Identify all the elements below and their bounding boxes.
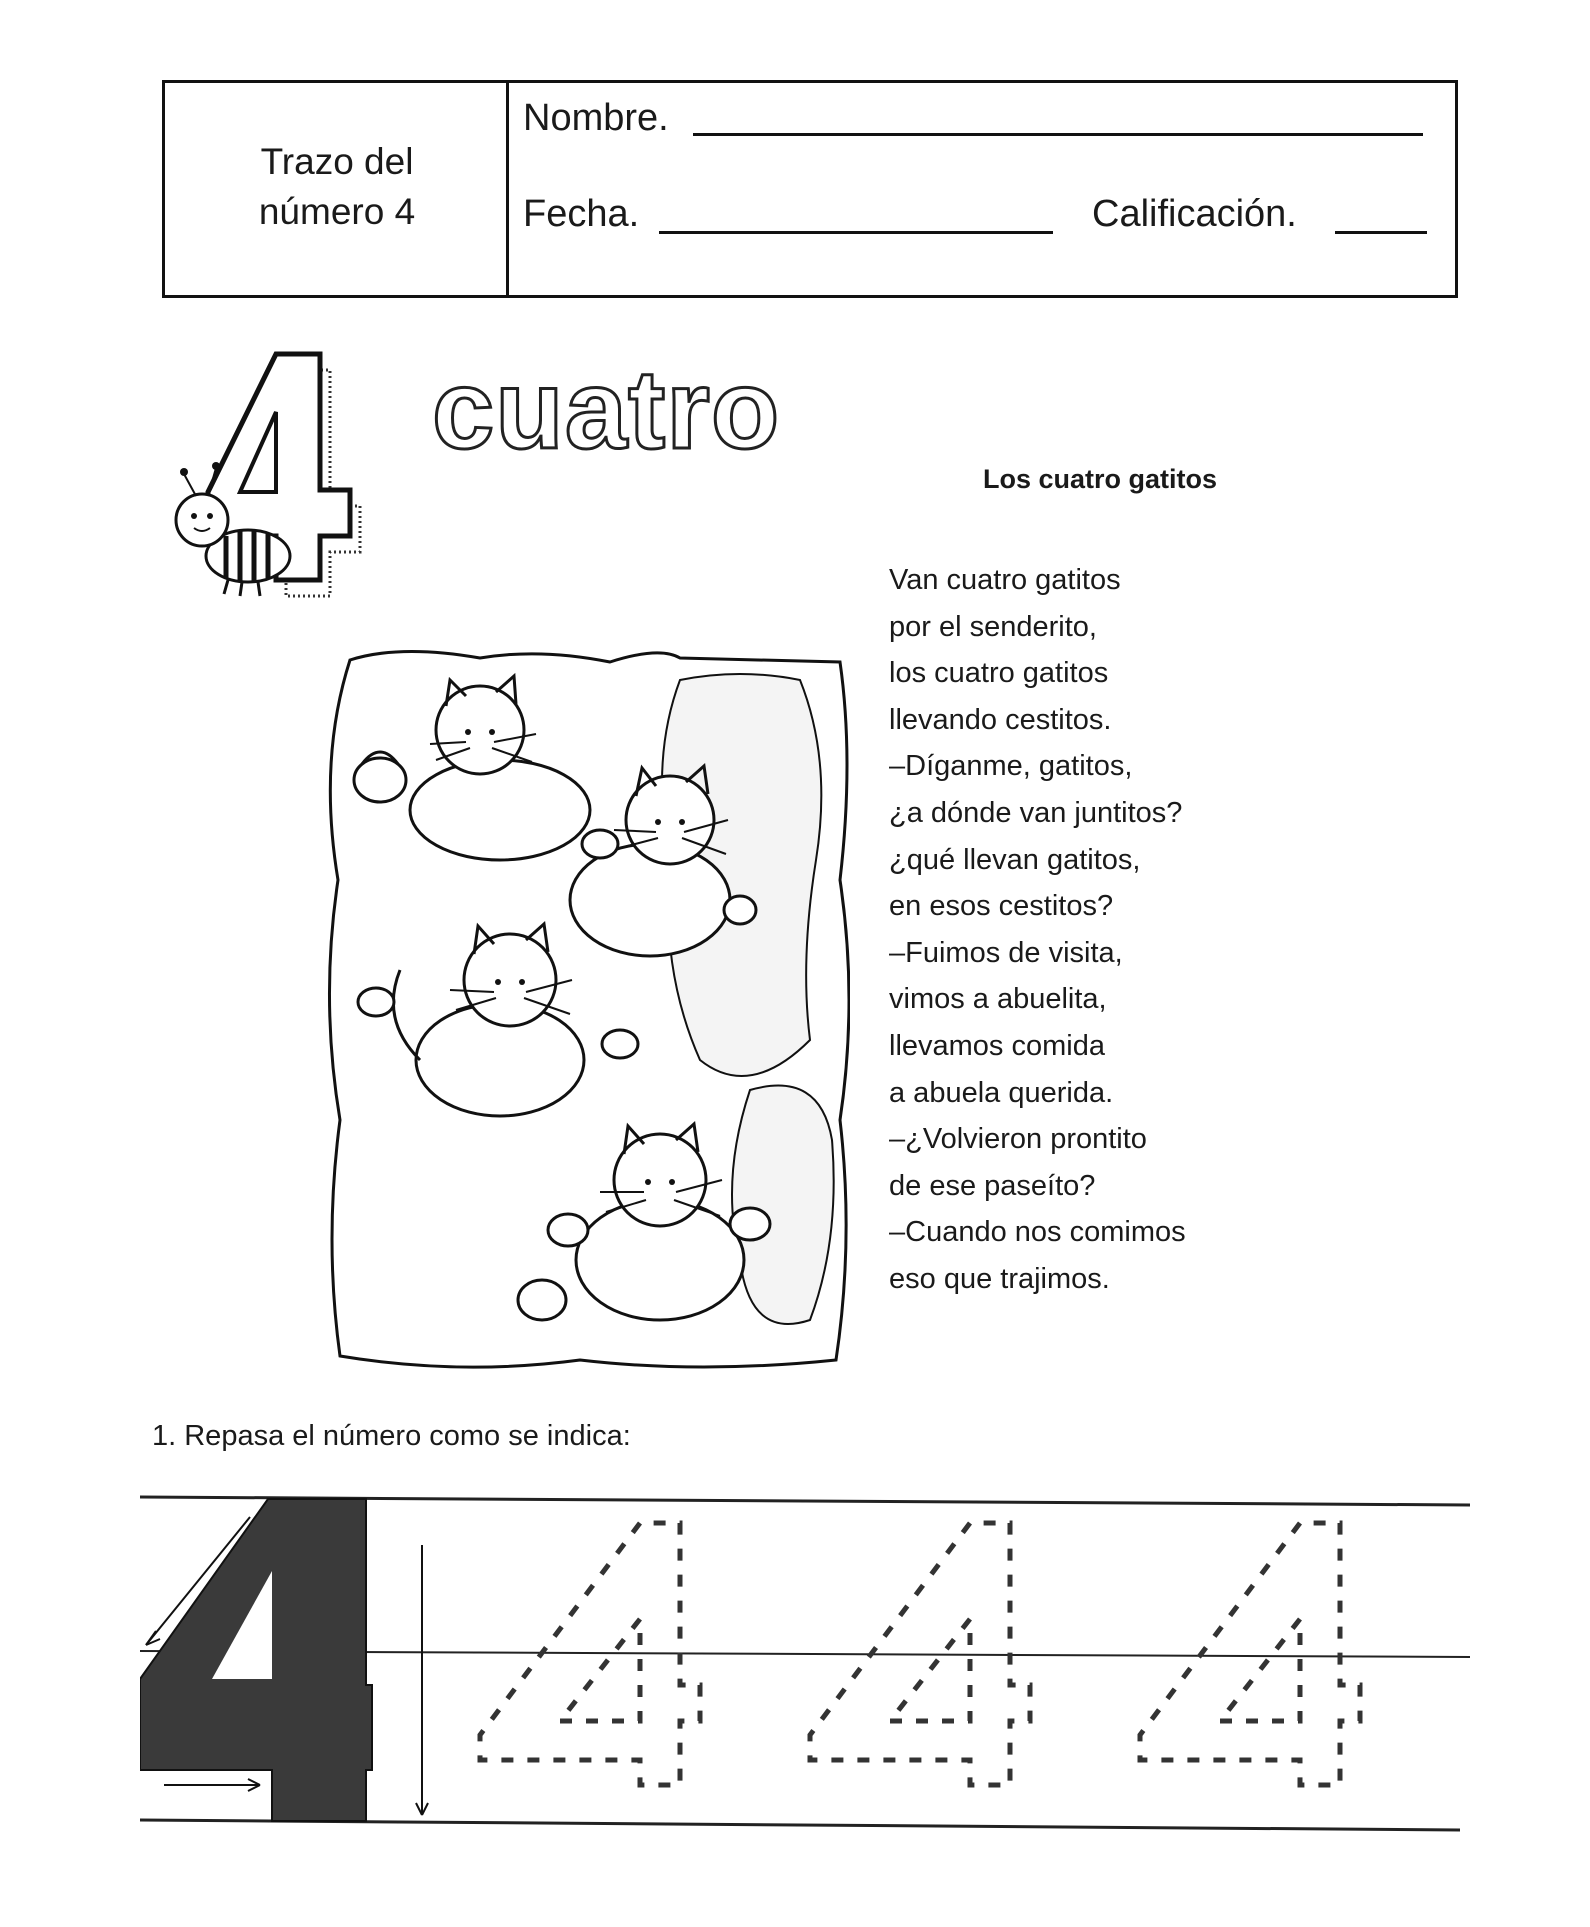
name-field[interactable] bbox=[693, 133, 1423, 136]
date-label: Fecha. bbox=[523, 193, 640, 235]
poem-line: llevando cestitos. bbox=[889, 703, 1112, 736]
poem-line: por el senderito, bbox=[889, 610, 1097, 643]
four-kittens-illustration bbox=[280, 640, 850, 1380]
poem-text bbox=[889, 557, 1186, 1303]
poem-line: –Fuimos de visita, bbox=[889, 936, 1123, 969]
poem-line: –Díganme, gatitos, bbox=[889, 750, 1133, 783]
model-numeral-four bbox=[140, 1499, 372, 1821]
poem-line: ¿a dónde van juntitos? bbox=[889, 796, 1183, 829]
tracing-four[interactable] bbox=[1140, 1523, 1360, 1785]
number-word: cuatro bbox=[432, 347, 781, 472]
exercise-instruction: 1. Repasa el número como se indica: bbox=[152, 1420, 631, 1452]
worksheet-title bbox=[165, 137, 509, 237]
poem-line: en esos cestitos? bbox=[889, 890, 1114, 923]
header-title-cell bbox=[165, 83, 509, 295]
poem-line: –¿Volvieron prontito bbox=[889, 1123, 1147, 1156]
date-field[interactable] bbox=[659, 231, 1053, 234]
title-line-1: Trazo del bbox=[260, 141, 414, 182]
poem-line: los cuatro gatitos bbox=[889, 657, 1109, 690]
grade-field[interactable] bbox=[1335, 231, 1427, 234]
poem-line: eso que trajimos. bbox=[889, 1262, 1110, 1295]
tracing-area[interactable] bbox=[140, 1485, 1480, 1845]
poem-line: de ese paseíto? bbox=[889, 1169, 1096, 1202]
poem-line: a abuela querida. bbox=[889, 1076, 1114, 1109]
poem-line: –Cuando nos comimos bbox=[889, 1216, 1186, 1249]
poem-line: llevamos comida bbox=[889, 1029, 1105, 1062]
name-label: Nombre. bbox=[523, 97, 669, 139]
numeral-four-with-bee bbox=[168, 350, 408, 610]
poem-line: ¿qué llevan gatitos, bbox=[889, 843, 1141, 876]
title-line-2: número 4 bbox=[258, 191, 416, 232]
poem-title: Los cuatro gatitos bbox=[983, 464, 1218, 494]
header-box bbox=[162, 80, 1458, 298]
poem-line: vimos a abuelita, bbox=[889, 983, 1107, 1016]
grade-label: Calificación. bbox=[1092, 193, 1297, 235]
poem-line: Van cuatro gatitos bbox=[889, 564, 1121, 596]
